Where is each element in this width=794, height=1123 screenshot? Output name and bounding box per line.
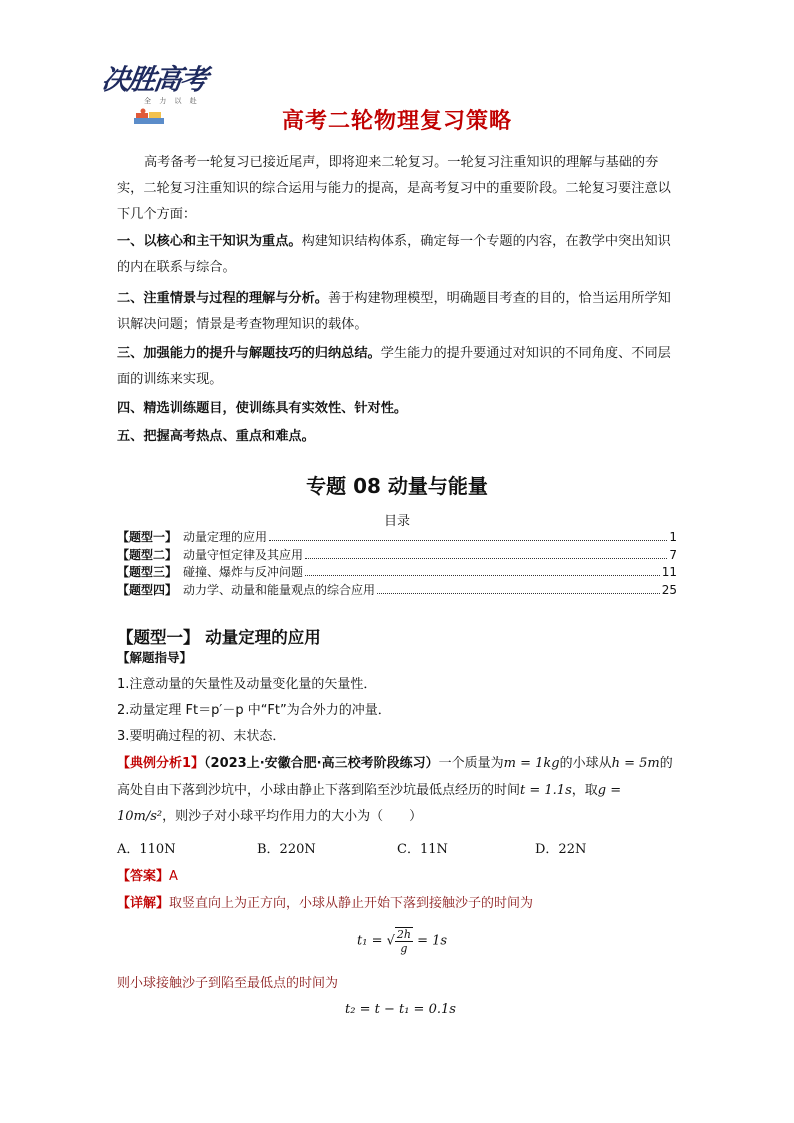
guide-item: 3.要明确过程的初、末状态．: [117, 729, 286, 744]
toc-page: 7: [669, 547, 677, 562]
detail: [117, 892, 533, 911]
point-1: [117, 229, 677, 281]
question-text-4: ，取: [571, 782, 598, 798]
main-title: 高考二轮物理复习策略: [281, 109, 512, 134]
point-2-bold: 二、注重情景与过程的理解与分析。: [117, 291, 328, 306]
toc-page: 25: [661, 582, 677, 597]
question-text-3: 的高处自由下落到沙坑中，小球由静止下落到陷至沙坑最低点经历的时间: [117, 756, 673, 798]
detail-text: 取竖直向上为正方向，小球从静止开始下落到接触沙子的时间为: [169, 896, 534, 911]
toc-item[interactable]: [117, 546, 677, 564]
formula-t1-right: = 1s: [412, 933, 448, 949]
formula-t1-num: 2h: [396, 928, 411, 941]
point-5-bold: 五、把握高考热点、重点和难点。: [117, 429, 315, 444]
point-4: [117, 396, 677, 422]
formula-t2: t₂ = t − t₁ = 0.1s: [345, 1002, 456, 1017]
toc-item[interactable]: [117, 581, 677, 599]
toc-name: 动量定理的应用: [183, 530, 268, 544]
guide-label: 【解题指导】: [117, 650, 193, 665]
toc-leader: [305, 558, 667, 559]
point-1-text: 构建知识结构体系，确定每一个专题的内容，在教学中突出知识的内在联系与综合。: [117, 234, 671, 275]
logo-text: 决胜高考: [99, 63, 209, 96]
guide-item: 2.动量定理 Ft＝p′－p 中“Ft”为合外力的冲量．: [117, 703, 391, 718]
guide-list: [117, 672, 391, 750]
point-5: [117, 424, 677, 450]
toc-name: 动力学、动量和能量观点的综合应用: [183, 582, 376, 597]
toc-leader: [305, 575, 660, 576]
detail-label: 【详解】: [117, 896, 170, 911]
answer: [117, 865, 178, 884]
option-d[interactable]: D．22N: [535, 842, 587, 857]
option-b[interactable]: B．220N: [257, 842, 316, 857]
point-2: [117, 286, 677, 338]
toc-tag: 【题型二】: [117, 547, 178, 562]
answer-value: A: [169, 869, 178, 884]
sqrt-icon: √: [386, 933, 395, 949]
topic-title: 专题 08 动量与能量: [306, 474, 488, 498]
question-gravity: g = 10m/s²: [117, 782, 622, 824]
intro-paragraph: 高考备考一轮复习已接近尾声，即将迎来二轮复习。一轮复习注重知识的理解与基础的夯实，二轮复习注重知识的综合运用与能力的提高，是高考复习中的重要阶段。二轮复习要注意以下几个方面：: [117, 155, 671, 222]
formula-t1-den: g: [400, 942, 408, 955]
toc-leader: [269, 540, 667, 541]
point-1-bold: 一、以核心和主干知识为重点。: [117, 234, 302, 249]
table-of-contents: [117, 528, 677, 598]
question-height: h = 5m: [611, 756, 660, 771]
toc-item[interactable]: [117, 528, 677, 546]
section-title: 【题型一】 动量定理的应用: [117, 628, 321, 647]
point-3: [117, 341, 677, 393]
question-label: 【典例分析1】: [117, 756, 205, 771]
option-c[interactable]: C．11N: [397, 842, 448, 857]
point-3-bold: 三、加强能力的提升与解题技巧的归纳总结。: [117, 346, 381, 361]
answer-label: 【答案】: [117, 869, 170, 884]
option-a[interactable]: A．110N: [117, 842, 176, 857]
toc-tag: 【题型四】: [117, 582, 178, 597]
point-3-text: 学生能力的提升要通过对知识的不同角度、不同层面的训练来实现。: [117, 346, 671, 387]
guide-item: 1.注意动量的矢量性及动量变化量的矢量性．: [117, 677, 377, 692]
toc-page: 11: [661, 565, 677, 579]
toc-title: 目录: [383, 514, 410, 529]
toc-page: 1: [669, 530, 677, 544]
toc-name: 碰撞、爆炸与反冲问题: [183, 565, 304, 579]
example-question: [117, 751, 677, 831]
formula-t1: [357, 927, 447, 955]
logo-subtext: 全 力 以 赴: [144, 97, 200, 105]
point-2-text: 善于构建物理模型，明确题目考查的目的，恰当运用所学知识解决问题；情景是考查物理知识的载体。: [117, 291, 671, 332]
question-text-1: 一个质量为: [438, 756, 504, 771]
detail-text-2: 则小球接触沙子到陷至最低点的时间为: [117, 976, 339, 991]
question-time: t = 1.1s: [520, 782, 572, 798]
point-4-bold: 四、精选训练题目，使训练具有实效性、针对性。: [117, 401, 408, 416]
formula-t1-fraction: [395, 927, 413, 955]
formula-t1-left: t₁ =: [357, 933, 387, 949]
toc-tag: 【题型一】: [117, 530, 178, 544]
question-source: （2023上·安徽合肥·高三校考阶段练习）: [204, 756, 439, 771]
question-mass: m = 1kg: [503, 756, 560, 771]
toc-name: 动量守恒定律及其应用: [183, 547, 304, 562]
toc-tag: 【题型三】: [117, 565, 178, 579]
question-text-5: ，则沙子对小球平均作用力的大小为（ ）: [162, 809, 423, 824]
toc-item[interactable]: [117, 563, 677, 581]
toc-leader: [377, 593, 660, 594]
question-text-2: 的小球从: [559, 756, 612, 771]
